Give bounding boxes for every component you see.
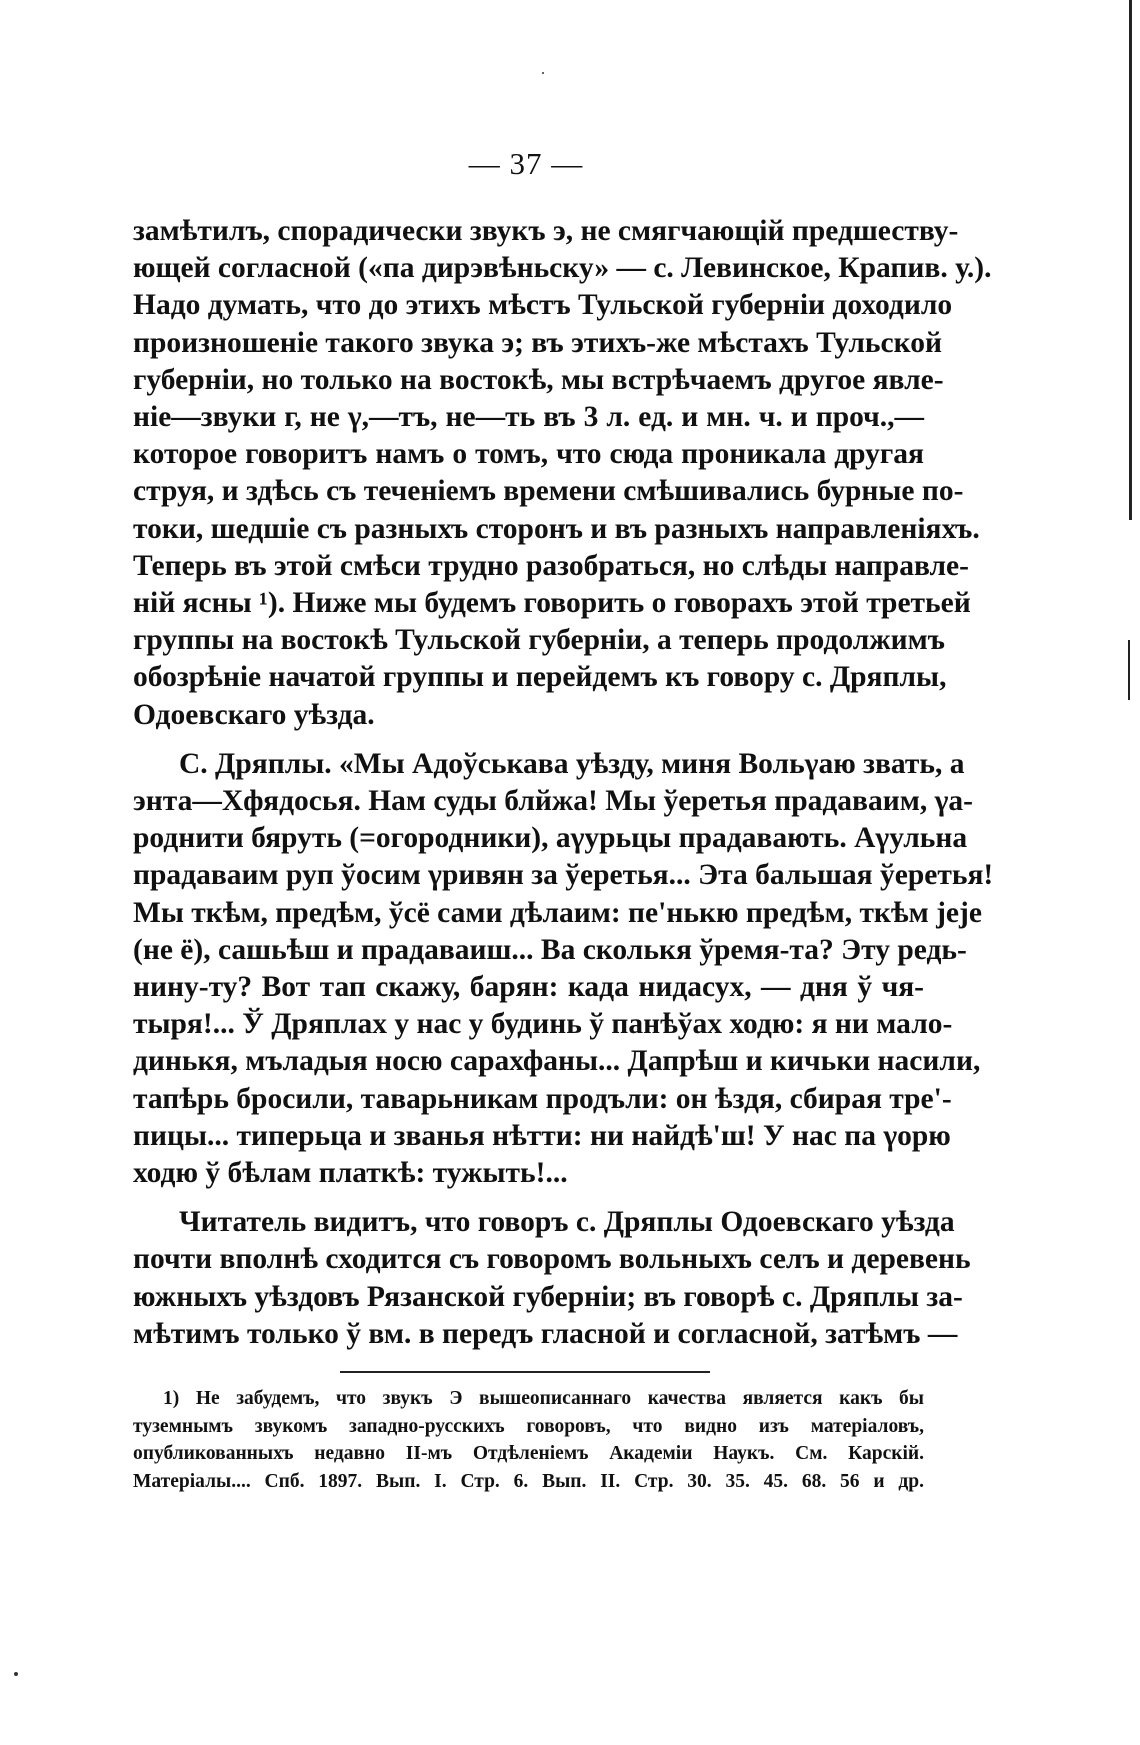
text-line: замѣтилъ, спорадически звукъ э, не смягчающій предшеству- xyxy=(133,215,959,247)
footnote-line: опубликованныхъ недавно II-мъ Отдѣленіемъ Академіи Наукъ. См. Карскій. xyxy=(133,1443,924,1464)
text-line: почти вполнѣ сходится съ говоромъ вольныхъ селъ и деревень xyxy=(133,1243,971,1276)
text-line: Читатель видитъ, что говоръ с. Дряплы Одоевскаго уѣзда xyxy=(179,1206,955,1239)
text-line: динькя, мъладыя носю сарахфаны... Дапрѣш и кичьки насили, xyxy=(133,1045,981,1078)
text-line: пицы... типерьца и званья нѣтти: ни найдѣ'ш! У нас па γорю xyxy=(133,1119,951,1152)
paragraph-gap xyxy=(133,1192,924,1204)
text-line: прадаваим руп ўосим γривян за ўеретья... Эта бальшая ўеретья! xyxy=(133,859,994,892)
body-text xyxy=(133,213,994,1353)
text-line: роднити бяруть (=огородники), аγурьцы прадавають. Аγульна xyxy=(133,822,968,855)
text-line: ніе—звуки г, не γ,—тъ, не—ть въ 3 л. ед. и мн. ч. и проч.,— xyxy=(133,401,924,434)
page-edge-shadow xyxy=(1129,0,1132,520)
page-number: — 37 — xyxy=(468,146,584,181)
page-edge-shadow-lower xyxy=(1128,640,1130,700)
text-line: Одоевскаго уѣзда. xyxy=(133,698,375,731)
text-line: южныхъ уѣздовъ Рязанской губерніи; въ говорѣ с. Дряплы за- xyxy=(133,1280,963,1313)
scan-speck xyxy=(542,72,544,74)
text-line: токи, шедшіе съ разныхъ сторонъ и въ разныхъ направленіяхъ. xyxy=(133,512,980,545)
text-line: группы на востокѣ Тульской губерніи, а теперь продолжимъ xyxy=(133,624,945,657)
text-line: Теперь въ этой смѣси трудно разобраться, но слѣды направле- xyxy=(133,549,969,582)
text-line: Надо думать, что до этихъ мѣстъ Тульской губерніи доходило xyxy=(133,289,953,322)
text-line: нину-ту? Вот тап скажу, барян: када нидасух, — дня ў чя- xyxy=(133,971,924,1004)
text-line: тыря!... Ў Дряплах у нас у будинь ў панѣўах ходю: я ни мало- xyxy=(133,1008,953,1041)
scan-speck xyxy=(14,1672,18,1676)
text-line: ходю ў бѣлам платкѣ: тужыть!... xyxy=(133,1157,568,1190)
text-line: Мы ткѣм, предѣм, ўсё сами дѣлаим: пе'нькю предѣм, ткѣм јеје xyxy=(133,896,982,929)
footnote-divider xyxy=(340,1371,710,1373)
text-line: мѣтимъ только ў вм. в передъ гласной и согласной, затѣмъ — xyxy=(133,1317,958,1350)
text-line: губерніи, но только на востокѣ, мы встрѣчаемъ другое явле- xyxy=(133,363,944,396)
text-line: С. Дряплы. «Мы Адоўськава уѣзду, миня Вольγаю звать, а xyxy=(179,747,965,780)
footnote-line: Матеріалы.... Спб. 1897. Вып. I. Стр. 6. Вып. II. Стр. 30. 35. 45. 68. 56 и др. xyxy=(133,1470,924,1492)
text-line: энта—Хфядосья. Нам суды блйжа! Мы ўеретья прадаваим, γа- xyxy=(133,785,973,818)
text-line: обозрѣніе начатой группы и перейдемъ къ говору с. Дряплы, xyxy=(133,661,947,694)
text-line: произношеніе такого звука э; въ этихъ-же мѣстахъ Тульской xyxy=(133,326,942,359)
paragraph-gap xyxy=(133,734,924,746)
footnote xyxy=(133,1385,924,1495)
footnote-line: 1) Не забудемъ, что звукъ Э вышеописаннаго качества является какъ бы xyxy=(163,1388,924,1409)
text-line: ній ясны ¹). Ниже мы будемъ говорить о говорахъ этой третьей xyxy=(133,587,971,620)
text-line: ющей согласной («па дирэвѣньску» — с. Левинское, Крапив. у.). xyxy=(133,252,992,285)
text-line: которое говоритъ намъ о томъ, что сюда проникала другая xyxy=(133,438,924,471)
text-line: (не ё), сашьѣш и прадаваиш... Ва сколькя ўремя-та? Эту редь- xyxy=(133,933,967,966)
footnote-line: туземнымъ звукомъ западно-русскихъ говоровъ, что видно изъ матеріаловъ, xyxy=(133,1415,924,1437)
text-line: струя, и здѣсь съ теченіемъ времени смѣшивались бурные по- xyxy=(133,475,964,508)
text-line: тапѣрь бросили, таварьникам продъли: он ѣздя, сбирая тре'- xyxy=(133,1082,952,1115)
